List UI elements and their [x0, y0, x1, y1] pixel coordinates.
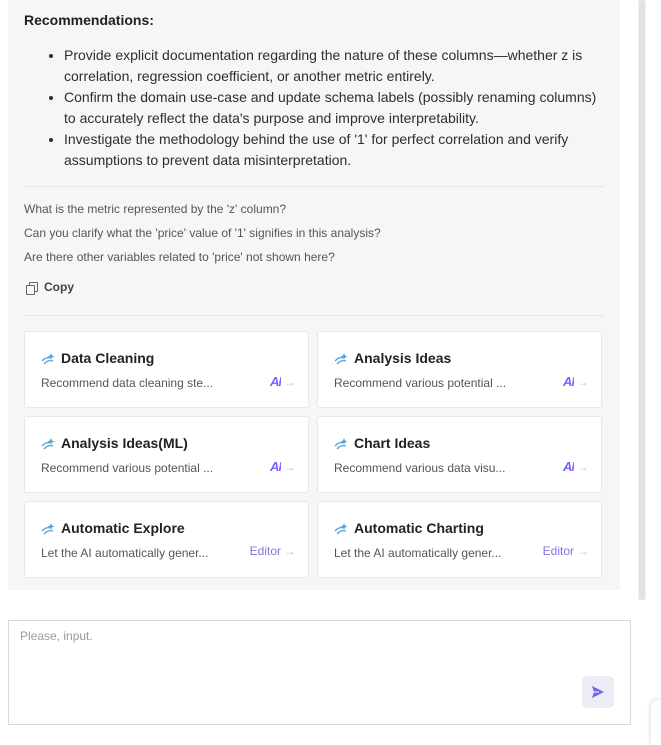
card-title-row: [41, 520, 185, 536]
arrow-right-icon: →: [577, 544, 589, 558]
sparkle-icon: [334, 437, 349, 450]
arrow-right-icon: →: [577, 459, 589, 474]
arrow-right-icon: →: [284, 374, 296, 389]
card-title-row: [334, 520, 484, 536]
sparkle-icon: [41, 352, 56, 365]
ai-badge: [270, 459, 296, 474]
card-title-row: [41, 435, 188, 451]
card-title: Analysis Ideas(ML): [61, 435, 188, 451]
card-analysis-ideas[interactable]: [317, 331, 602, 408]
recommendation-item: • Confirm the domain use-case and update schema labels (possibly renaming columns) to accurately reflect the data's purpose and improve interpretability.: [64, 87, 604, 129]
followup-question[interactable]: Are there other variables related to 'price' not shown here?: [24, 250, 335, 264]
sparkle-icon: [334, 352, 349, 365]
card-title: Data Cleaning: [61, 350, 155, 366]
card-description: Recommend various potential ...: [334, 376, 507, 390]
card-automatic-explore[interactable]: [24, 501, 309, 578]
sparkle-icon: [41, 522, 56, 535]
arrow-right-icon: →: [577, 374, 589, 389]
arrow-right-icon: →: [284, 544, 296, 558]
card-automatic-charting[interactable]: [317, 501, 602, 578]
scrollbar-thumb[interactable]: [639, 0, 645, 600]
ai-logo: AI: [270, 459, 281, 474]
send-icon: [591, 685, 605, 699]
card-description: Recommend data cleaning ste...: [41, 376, 214, 390]
card-title-row: [334, 350, 451, 366]
card-title-row: [41, 350, 154, 366]
card-title: Analysis Ideas: [354, 350, 452, 366]
copy-button[interactable]: [26, 278, 74, 296]
ai-logo: AI: [270, 374, 281, 389]
copy-icon: [26, 282, 36, 293]
chat-input[interactable]: [9, 621, 630, 724]
card-title: Automatic Explore: [61, 520, 185, 536]
card-data-cleaning[interactable]: [24, 331, 309, 408]
chat-input-box: [8, 620, 631, 725]
card-analysis-ideas-ml[interactable]: [24, 416, 309, 493]
floating-widget[interactable]: [651, 700, 661, 745]
editor-label: Editor: [249, 544, 281, 558]
sparkle-icon: [334, 522, 349, 535]
editor-badge: [250, 544, 296, 558]
send-button[interactable]: [582, 676, 614, 708]
ai-logo: AI: [563, 459, 574, 474]
editor-badge: [543, 544, 589, 558]
ai-badge: [270, 374, 296, 389]
card-chart-ideas[interactable]: [317, 416, 602, 493]
editor-label: Editor: [542, 544, 574, 558]
recommendations-list: [24, 45, 604, 171]
followup-questions: [24, 200, 381, 272]
ai-badge: [563, 374, 589, 389]
ai-logo: AI: [563, 374, 574, 389]
followup-question[interactable]: What is the metric represented by the 'z' column?: [24, 202, 287, 216]
card-description: Recommend various data visu...: [334, 461, 506, 475]
recommendation-item: • Provide explicit documentation regarding the nature of these columns—whether z is correlation, regression coefficient, or another metric entirely.: [64, 45, 604, 87]
recommendations-heading: Recommendations:: [24, 12, 154, 28]
card-title: Automatic Charting: [354, 520, 484, 536]
card-description: Let the AI automatically gener...: [334, 546, 502, 560]
arrow-right-icon: →: [284, 459, 296, 474]
recommendation-item: • Investigate the methodology behind the use of '1' for perfect correlation and verify assumptions to prevent data misinterpretation.: [64, 129, 604, 171]
sparkle-icon: [41, 437, 56, 450]
card-title-row: [334, 435, 430, 451]
divider: [24, 315, 604, 316]
scrollbar[interactable]: [638, 0, 646, 600]
card-description: Recommend various potential ...: [41, 461, 214, 475]
followup-question[interactable]: Can you clarify what the 'price' value of '1' signifies in this analysis?: [24, 226, 381, 240]
copy-label: Copy: [44, 280, 74, 294]
card-description: Let the AI automatically gener...: [41, 546, 209, 560]
card-title: Chart Ideas: [354, 435, 431, 451]
ai-badge: [563, 459, 589, 474]
divider: [24, 186, 604, 187]
